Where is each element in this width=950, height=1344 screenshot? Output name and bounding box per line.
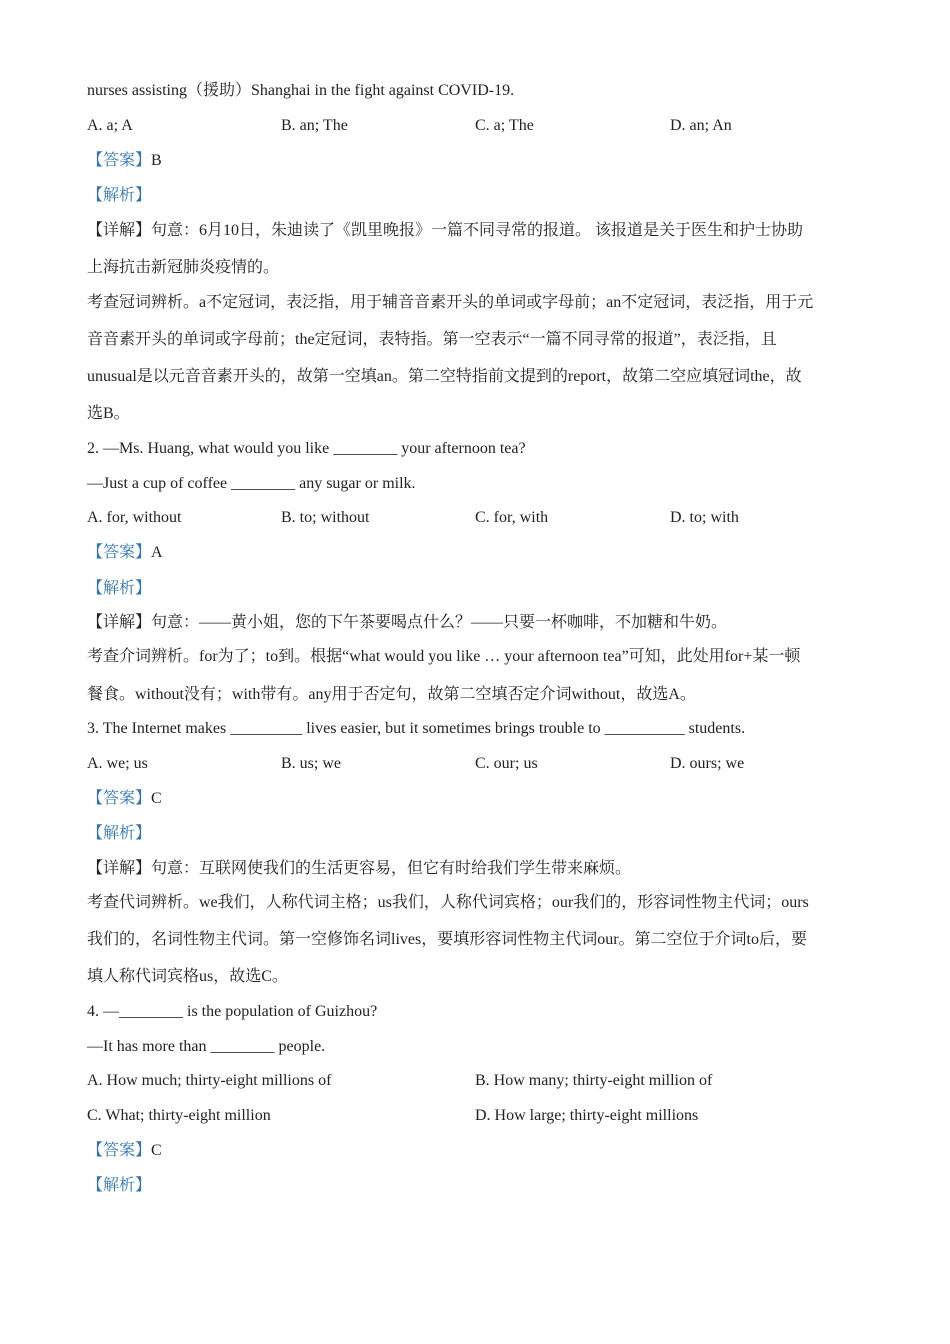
q2-stem-line-1: 2. —Ms. Huang, what would you like ________ your afternoon tea? [87, 440, 526, 457]
q2-option-b: B. to; without [281, 509, 370, 526]
detail-tag: 【详解】 [87, 860, 152, 877]
q2-option-c: C. for, with [475, 509, 549, 526]
q1-explanation-line-2: 音音素开头的单词或字母前；the定冠词，表特指。第一空表示“一篇不同寻常的报道”，表泛指，且 [87, 331, 777, 348]
q3-option-b: B. us; we [281, 755, 341, 772]
q3-explanation-line-2: 我们的，名词性物主代词。第一空修饰名词lives，要填形容词性物主代词our。第二空位于介词to后，要 [87, 931, 807, 948]
q4-stem-line-1: 4. —________ is the population of Guizhou? [87, 1003, 378, 1020]
detail-tag: 【详解】 [87, 222, 152, 239]
answer-value: A [151, 544, 163, 561]
detail-text: 句意：——黄小姐，您的下午茶要喝点什么？——只要一杯咖啡，不加糖和牛奶。 [151, 614, 728, 631]
q4-option-b: B. How many; thirty-eight million of [475, 1072, 713, 1089]
q1-detail-line-1 [87, 221, 867, 241]
q1-detail-line-2: 上海抗击新冠肺炎疫情的。 [87, 259, 280, 276]
detail-tag: 【详解】 [87, 614, 152, 631]
q1-stem-end: nurses assisting（援助）Shanghai in the fight against COVID-19. [87, 82, 515, 99]
q1-answer [87, 151, 867, 171]
q3-answer [87, 789, 867, 809]
q1-explanation-line-1: 考查冠词辨析。a不定冠词，表泛指，用于辅音音素开头的单词或字母前；an不定冠词，表泛指，用于元 [87, 294, 814, 311]
q3-stem-line-1: 3. The Internet makes _________ lives easier, but it sometimes brings trouble to __________ students. [87, 720, 746, 737]
q4-stem-line-2: —It has more than ________ people. [87, 1038, 326, 1055]
q2-stem-line-2: —Just a cup of coffee ________ any sugar or milk. [87, 475, 416, 492]
answer-tag: 【答案】 [87, 1142, 152, 1159]
q1-option-d: D. an; An [670, 117, 732, 134]
q4-option-a: A. How much; thirty-eight millions of [87, 1072, 332, 1089]
q2-detail-line-1 [87, 613, 867, 633]
q3-explanation-line-3: 填人称代词宾格us，故选C。 [87, 968, 288, 985]
q1-option-c: C. a; The [475, 117, 534, 134]
q3-analysis-tag: 【解析】 [87, 825, 152, 842]
answer-tag: 【答案】 [87, 152, 152, 169]
answer-tag: 【答案】 [87, 544, 152, 561]
q2-answer [87, 543, 867, 563]
detail-text: 句意：6月10日，朱迪读了《凯里晚报》一篇不同寻常的报道。 该报道是关于医生和护士协助 [151, 222, 804, 239]
q4-answer [87, 1141, 867, 1161]
q4-option-d: D. How large; thirty-eight millions [475, 1107, 699, 1124]
answer-tag: 【答案】 [87, 790, 152, 807]
q3-option-c: C. our; us [475, 755, 538, 772]
q3-detail-line-1 [87, 859, 867, 879]
q1-option-b: B. an; The [281, 117, 348, 134]
q2-option-a: A. for, without [87, 509, 182, 526]
answer-value: B [151, 152, 162, 169]
q4-analysis-tag: 【解析】 [87, 1177, 152, 1194]
q2-analysis-tag: 【解析】 [87, 580, 152, 597]
answer-value: C [151, 790, 162, 807]
answer-value: C [151, 1142, 162, 1159]
q1-explanation-line-3: unusual是以元音音素开头的，故第一空填an。第二空特指前文提到的report，故第二空应填冠词the，故 [87, 368, 802, 385]
q1-explanation-line-4: 选B。 [87, 405, 130, 422]
q1-analysis-tag: 【解析】 [87, 187, 152, 204]
q3-explanation-line-1: 考查代词辨析。we我们，人称代词主格；us我们，人称代词宾格；our我们的，形容词性物主代词；ours [87, 894, 809, 911]
q2-explanation-line-2: 餐食。without没有；with带有。any用于否定句，故第二空填否定介词without，故选A。 [87, 686, 696, 703]
q2-option-d: D. to; with [670, 509, 739, 526]
detail-text: 句意：互联网使我们的生活更容易，但它有时给我们学生带来麻烦。 [151, 860, 632, 877]
q3-option-a: A. we; us [87, 755, 148, 772]
q4-option-c: C. What; thirty-eight million [87, 1107, 271, 1124]
q3-option-d: D. ours; we [670, 755, 745, 772]
q2-explanation-line-1: 考查介词辨析。for为了；to到。根据“what would you like … your afternoon tea”可知，此处用for+某一顿 [87, 648, 801, 665]
q1-option-a: A. a; A [87, 117, 133, 134]
